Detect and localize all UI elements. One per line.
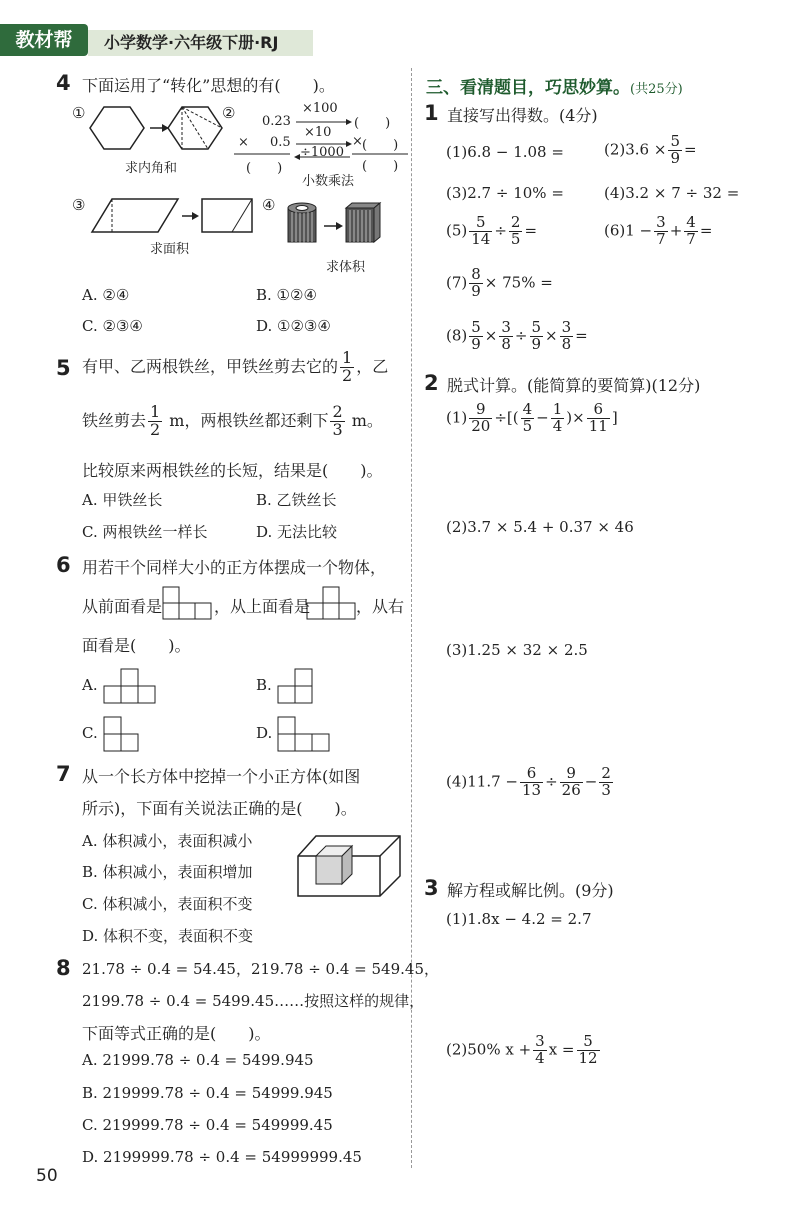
q5-line1-tail: ，乙 — [356, 356, 389, 376]
p1-item7 — [446, 267, 553, 300]
p3-item2-den1: 4 — [535, 1048, 545, 1067]
q4-fig2-paren-r2: ( ) — [362, 138, 399, 153]
p1-item6 — [604, 215, 712, 248]
p2-title: 脱式计算。(能简算的要简算)(12分) — [447, 376, 701, 395]
p2-item4 — [446, 766, 615, 799]
q4-fig2-op1: ×100 — [302, 101, 338, 116]
p3-item2-b: x = — [548, 1040, 575, 1059]
q4-fig4-caption: 求体积 — [326, 260, 366, 275]
q5-fraction2 — [148, 404, 162, 439]
p3-number: 3 — [424, 876, 439, 900]
q5-option-d[interactable]: D. 无法比较 — [256, 523, 338, 541]
q4-option-b[interactable]: B. ①②④ — [256, 286, 317, 304]
q7-option-a[interactable]: A. 体积减小，表面积减小 — [82, 832, 253, 850]
section3-heading — [426, 73, 683, 98]
q4-fig4-label: ④ — [262, 196, 276, 214]
p3-title: 解方程或解比例。(9分) — [447, 881, 614, 900]
p1-number: 1 — [424, 101, 439, 125]
p2-number: 2 — [424, 371, 439, 395]
q6-option-a[interactable]: A. — [82, 676, 98, 694]
p2-item1-den4: 11 — [588, 416, 608, 435]
q8-line2: 2199.78 ÷ 0.4 = 5499.45……按照这样的规律， — [82, 992, 425, 1010]
p1-item8-frac4 — [560, 320, 574, 353]
q4-fig2-caption: 小数乘法 — [302, 174, 355, 189]
p2-item4-den1: 13 — [521, 780, 542, 799]
p2-item4-num3: 2 — [601, 764, 611, 782]
p2-item3: (3)1.25 × 32 × 2.5 — [446, 641, 588, 659]
p1-item6-den1: 7 — [656, 229, 666, 248]
p1-item5-den1: 14 — [471, 229, 491, 248]
p1-item8-a: (8) — [446, 326, 468, 345]
q7-line2: 所示)，下面有关说法正确的是( )。 — [82, 799, 357, 818]
p2-item1-frac3 — [551, 402, 565, 435]
q5-f3-num: 2 — [332, 402, 343, 421]
section3-note: (共25分) — [630, 82, 683, 97]
q5-line2-tail: m。 — [346, 410, 383, 430]
p2-item4-op1: ÷ — [545, 772, 558, 791]
p1-item5-frac2 — [509, 215, 523, 248]
q8-option-b[interactable]: B. 219999.78 ÷ 0.4 = 54999.945 — [82, 1084, 333, 1102]
p1-item2-frac — [668, 134, 682, 167]
p1-item5-frac1 — [469, 215, 492, 248]
p1-item6-den2: 7 — [686, 229, 696, 248]
p1-item5-num1: 5 — [469, 215, 492, 232]
p1-item8-frac1 — [469, 320, 483, 353]
q4-fig3-caption: 求面积 — [150, 242, 190, 257]
q4-fig3-label: ③ — [72, 196, 86, 214]
p1-item5-a: (5) — [446, 221, 468, 240]
front-view-figure — [162, 586, 214, 620]
p2-item4-frac3 — [599, 766, 613, 799]
q7-option-d[interactable]: D. 体积不变，表面积不变 — [82, 927, 254, 945]
p2-item1-f: ] — [611, 408, 618, 427]
q4-option-c[interactable]: C. ②③④ — [82, 317, 143, 335]
q6-option-d[interactable]: D. — [256, 724, 273, 742]
p2-item4-num1: 6 — [520, 766, 543, 783]
q5-line3: 比较原来两根铁丝的长短，结果是( )。 — [82, 461, 383, 480]
p1-item6-frac1 — [654, 215, 668, 248]
p1-item6-num1: 3 — [656, 213, 666, 231]
q5-option-b[interactable]: B. 乙铁丝长 — [256, 491, 337, 509]
q5-f2-num: 1 — [150, 402, 161, 421]
cuboid-notch-figure — [296, 834, 404, 900]
cylinder-to-cuboid-figure — [284, 200, 384, 250]
p1-item5-eq: = — [524, 221, 538, 240]
q4-fig2-paren-r1: ( ) — [354, 116, 391, 131]
p1-item3: (3)2.7 ÷ 10% = — [446, 184, 564, 202]
p1-item8-den3: 9 — [531, 334, 542, 353]
q8-option-c[interactable]: C. 219999.78 ÷ 0.4 = 549999.45 — [82, 1116, 333, 1134]
p1-item5-op: ÷ — [494, 221, 507, 240]
q5-line2-text: 铁丝剪去 — [82, 410, 147, 430]
page-number: 50 — [36, 1166, 58, 1186]
p1-item8-eq: = — [575, 326, 588, 345]
q5-line2-mid: m，两根铁丝都还剩下 — [164, 410, 329, 430]
p3-item2-a: (2)50% x + — [446, 1040, 532, 1059]
p1-item7-den: 9 — [471, 281, 481, 300]
q5-fraction3 — [330, 404, 344, 439]
p1-item6-frac2 — [684, 215, 698, 248]
p1-item6-num2: 4 — [686, 213, 696, 231]
p1-item7-frac — [469, 267, 483, 300]
q4-fig2-a: 0.23 — [262, 114, 291, 129]
p2-item2: (2)3.7 × 5.4 + 0.37 × 46 — [446, 518, 634, 536]
q5-f2-den: 2 — [150, 419, 161, 439]
p3-item2-frac2 — [577, 1034, 600, 1067]
q8-line3: 下面等式正确的是( )。 — [82, 1024, 271, 1043]
p2-item1-a: (1) — [446, 408, 468, 427]
header-title: 小学数学·六年级下册·RJ — [104, 33, 279, 52]
q5-line1 — [82, 350, 388, 385]
q7-option-c[interactable]: C. 体积减小，表面积不变 — [82, 895, 253, 913]
q5-option-a[interactable]: A. 甲铁丝长 — [82, 491, 163, 509]
q5-f1-num: 1 — [342, 348, 353, 367]
top-view-figure — [306, 586, 358, 620]
p1-item8-num2: 3 — [501, 318, 511, 336]
q5-f3-den: 3 — [332, 419, 343, 439]
q4-option-d[interactable]: D. ①②③④ — [256, 317, 331, 335]
p2-item1-num2: 4 — [522, 400, 533, 418]
q6-line2b: ，从上面看是 — [214, 597, 311, 616]
q6-option-b-figure[interactable] — [276, 668, 316, 704]
q4-fig2-op3: ÷1000 — [300, 145, 344, 160]
p2-item1-c: − — [536, 408, 549, 427]
p1-item8-den1: 9 — [471, 334, 481, 353]
q5-line2 — [82, 404, 383, 439]
q8-number: 8 — [56, 956, 71, 980]
q4-stem: 下面运用了“转化”思想的有( )。 — [82, 76, 335, 95]
p1-item6-a: (6)1 − — [604, 221, 653, 240]
p1-item2-a: (2)3.6 × — [604, 140, 667, 159]
q5-number: 5 — [56, 356, 71, 380]
q4-fig1-caption: 求内角和 — [125, 161, 178, 176]
p1-item8-num3: 5 — [531, 318, 542, 336]
p2-item1-den3: 4 — [552, 416, 563, 435]
p1-item2 — [604, 134, 697, 167]
p3-item2-num2: 5 — [577, 1034, 600, 1051]
p2-item4-op2: − — [584, 772, 598, 791]
p1-item5-den2: 5 — [510, 229, 521, 248]
decimal-multiplication-diagram — [230, 112, 410, 172]
p2-item1-frac1 — [469, 402, 492, 435]
p1-item4: (4)3.2 × 7 ÷ 32 = — [604, 184, 740, 202]
p1-item8-frac2 — [499, 320, 513, 353]
p1-item8-op1: × — [484, 326, 498, 345]
q6-option-a-figure[interactable] — [102, 668, 156, 704]
p1-item8-den2: 8 — [501, 334, 511, 353]
p3-item2-den2: 12 — [578, 1048, 598, 1067]
p2-item1-num3: 1 — [552, 400, 563, 418]
p2-item1-den1: 20 — [471, 416, 491, 435]
p3-item1: (1)1.8x − 4.2 = 2.7 — [446, 910, 592, 928]
p2-item1-den2: 5 — [522, 416, 533, 435]
q6-option-c-figure[interactable] — [102, 716, 142, 752]
p1-item8-den4: 8 — [561, 334, 572, 353]
p2-item1-num1: 9 — [469, 402, 492, 419]
p2-item4-frac2 — [560, 766, 583, 799]
p2-item1-b: ÷[( — [494, 408, 519, 427]
p1-item8-frac3 — [530, 320, 544, 353]
p2-item1-frac4 — [587, 402, 610, 435]
p2-item4-den2: 26 — [561, 780, 581, 799]
q4-fig2-b: 0.5 — [270, 135, 291, 150]
p2-item1 — [446, 402, 618, 435]
q7-line1: 从一个长方体中挖掉一个小正方体(如图 — [82, 767, 361, 786]
q8-line1: 21.78 ÷ 0.4 = 54.45，219.78 ÷ 0.4 = 549.45， — [82, 960, 439, 978]
parallelogram-figure — [86, 196, 256, 236]
p1-item7-num: 8 — [471, 265, 481, 283]
q6-option-c[interactable]: C. — [82, 724, 98, 742]
q6-line1: 用若干个同样大小的正方体摆成一个物体， — [82, 558, 387, 577]
p1-item2-num: 5 — [670, 132, 680, 150]
q4-fig1-label: ① — [72, 104, 86, 122]
p1-item8 — [446, 320, 588, 353]
p1-item6-eq: = — [699, 221, 713, 240]
q4-fig2-op2: ×10 — [304, 125, 332, 140]
q4-fig2-times: × — [238, 135, 249, 150]
hexagon-figure — [86, 104, 226, 154]
p2-item4-num2: 9 — [560, 766, 583, 783]
p3-item2-frac1 — [533, 1034, 547, 1067]
p1-item1: (1)6.8 − 1.08 = — [446, 143, 564, 161]
p1-item8-num1: 5 — [471, 318, 481, 336]
section3-title: 三、看清题目，巧思妙算。 — [426, 78, 630, 98]
q4-fig2-times2: × — [352, 134, 363, 149]
p2-item1-e: )× — [566, 408, 585, 427]
q6-line2a: 从前面看是 — [82, 597, 163, 616]
p1-item6-op: + — [669, 221, 683, 240]
q5-fraction1 — [340, 350, 354, 385]
p1-item2-den: 9 — [670, 148, 680, 167]
q8-option-a[interactable]: A. 21999.78 ÷ 0.4 = 5499.945 — [82, 1051, 314, 1069]
q7-option-b[interactable]: B. 体积减小，表面积增加 — [82, 863, 253, 881]
q6-number: 6 — [56, 553, 71, 577]
header-tag: 教材帮 — [0, 24, 88, 56]
p1-item5 — [446, 215, 537, 248]
p1-item8-num4: 3 — [561, 318, 572, 336]
p1-item8-op3: × — [545, 326, 558, 345]
q4-option-a[interactable]: A. ②④ — [82, 286, 130, 304]
q6-option-b[interactable]: B. — [256, 676, 272, 694]
q4-fig2-label: ② — [222, 104, 236, 122]
p2-item4-den3: 3 — [601, 780, 611, 799]
p1-item7-a: (7) — [446, 273, 468, 292]
q4-number: 4 — [56, 71, 71, 95]
p2-item1-num4: 6 — [587, 402, 610, 419]
p3-item2-num1: 3 — [535, 1032, 545, 1050]
q5-f1-den: 2 — [342, 365, 353, 385]
q6-option-d-figure[interactable] — [276, 716, 332, 752]
q6-line3: 面看是( )。 — [82, 636, 191, 655]
q8-option-d[interactable]: D. 2199999.78 ÷ 0.4 = 54999999.45 — [82, 1148, 362, 1166]
p2-item4-frac1 — [520, 766, 543, 799]
q6-line2c: ，从右 — [356, 597, 405, 616]
p1-title: 直接写出得数。(4分) — [447, 106, 598, 125]
q4-fig2-paren-r3: ( ) — [362, 159, 399, 174]
q5-line1-text: 有甲、乙两根铁丝，甲铁丝剪去它的 — [82, 356, 339, 376]
q5-option-c[interactable]: C. 两根铁丝一样长 — [82, 523, 208, 541]
p3-item2 — [446, 1034, 602, 1067]
p2-item4-a: (4)11.7 − — [446, 772, 518, 791]
p1-item5-num2: 2 — [510, 213, 521, 231]
p1-item7-b: × 75% = — [484, 273, 553, 292]
q4-fig2-paren-left: ( ) — [246, 161, 283, 176]
p1-item8-op2: ÷ — [514, 326, 528, 345]
p1-item2-eq: = — [684, 140, 697, 159]
q7-number: 7 — [56, 762, 71, 786]
p2-item1-frac2 — [521, 402, 535, 435]
